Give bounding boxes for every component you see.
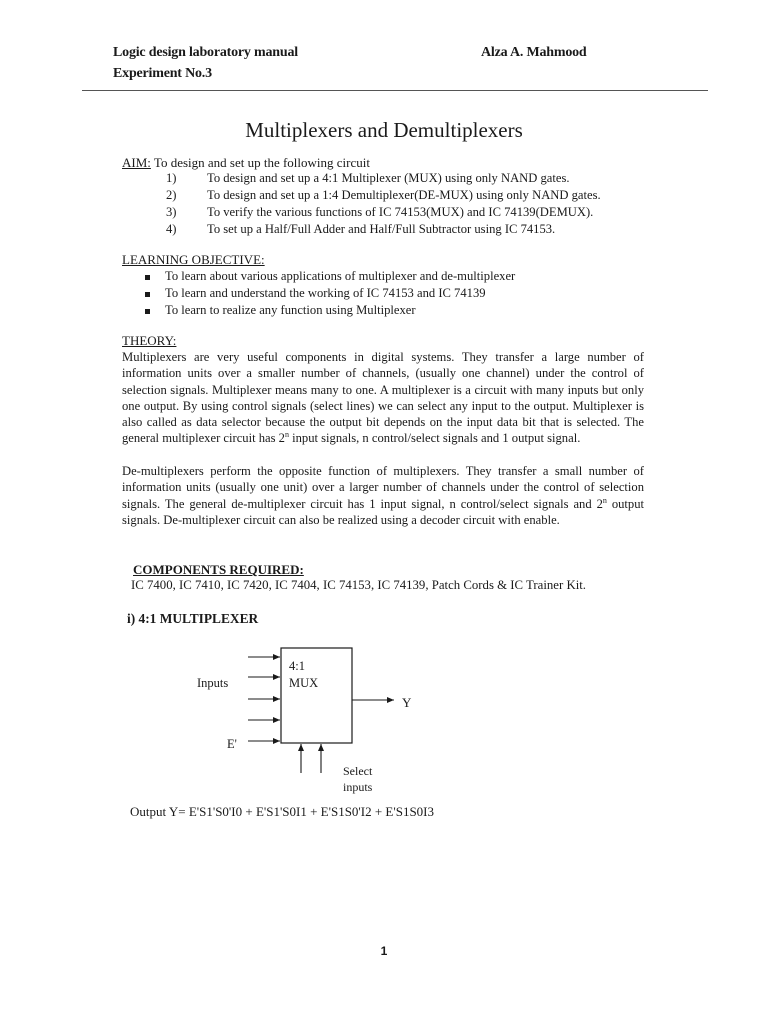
superscript-n: n [284,430,289,440]
theory-text: input signals, n control/select signals and 1 output signal. [288,431,581,446]
learning-objective-heading: LEARNING OBJECTIVE: [122,252,265,267]
mux-section-heading: i) 4:1 MULTIPLEXER [127,611,259,626]
theory-paragraph-multiplexer [122,349,644,447]
learning-bullet-text: To learn and understand the working of IC 74153 and IC 74139 [165,286,486,300]
learning-bullet [146,269,515,284]
select-label: Select [343,764,373,778]
theory-text: De-multiplexers perform the opposite function of multiplexers. They transfer a small number of information units (usually one unit) over a larger number of channels under the control of selection signals. The general de-multiplexer circuit has 1 input signal, n control/select signals and 2 [122,464,644,511]
aim-item-number: 1) [166,171,177,185]
page-title: Multiplexers and Demultiplexers [245,118,523,142]
aim-label: AIM: [122,155,151,170]
aim-item-number: 2) [166,188,177,202]
theory-heading: THEORY: [122,333,177,348]
learning-bullet [146,286,486,301]
theory-paragraph-demultiplexer [122,463,644,528]
learning-bullet [146,303,416,318]
superscript-n: n [602,495,607,505]
learning-bullet-text: To learn about various applications of multiplexer and de-multiplexer [165,269,516,283]
mux-box-label-ratio: 4:1 [289,659,305,673]
learning-bullet-text: To learn to realize any function using Multiplexer [165,303,416,317]
enable-label: E' [227,737,237,751]
mux-box-label: MUX [289,676,319,690]
aim-intro: To design and set up the following circuit [150,155,370,170]
aim-item-text: To design and set up a 4:1 Multiplexer (MUX) using only NAND gates. [207,171,570,185]
aim-item-number: 3) [166,205,177,219]
page-number: 1 [380,944,388,958]
inputs-label: Inputs [197,676,229,690]
aim-item-text: To verify the various functions of IC 74153(MUX) and IC 74139(DEMUX). [207,205,594,219]
header-author: Alza A. Mahmood [481,45,587,60]
components-heading: COMPONENTS REQUIRED: [133,562,304,577]
header-experiment-number: Experiment No.3 [113,66,212,81]
theory-text: Multiplexers are very useful components in digital systems. They transfer a large number of information units over a smaller number of channels, (usually one channel) under the control of selection signals. Multiplexer means many to one. A multiplexer is a circuit with many inputs but only one output. By using control signals (select lines) we can select any input to the output. Multiplexer is also called as data selector because the output bit depends on the input data bit that is selected. The general multiplexer circuit has 2 [122,350,644,446]
output-label: Y [402,695,412,710]
components-list: IC 7400, IC 7410, IC 7420, IC 7404, IC 74153, IC 74139, Patch Cords & IC Trainer Kit. [131,578,587,592]
header-manual-title: Logic design laboratory manual [113,45,298,60]
aim-section [122,154,370,171]
aim-item-number: 4) [166,222,177,236]
output-equation: Output Y= E'S1'S0'I0 + E'S1'S0I1 + E'S1S0'I2 + E'S1S0I3 [130,804,435,819]
mux-block-diagram [180,640,440,800]
select-label: inputs [343,780,373,794]
theory-text: output signals. De-multiplexer circuit can also be realized using a decoder circuit with enable. [122,496,645,527]
aim-item-text: To design and set up a 1:4 Demultiplexer(DE-MUX) using only NAND gates. [207,188,601,202]
header-divider [82,90,708,91]
aim-item-text: To set up a Half/Full Adder and Half/Full Subtractor using IC 74153. [207,222,556,236]
